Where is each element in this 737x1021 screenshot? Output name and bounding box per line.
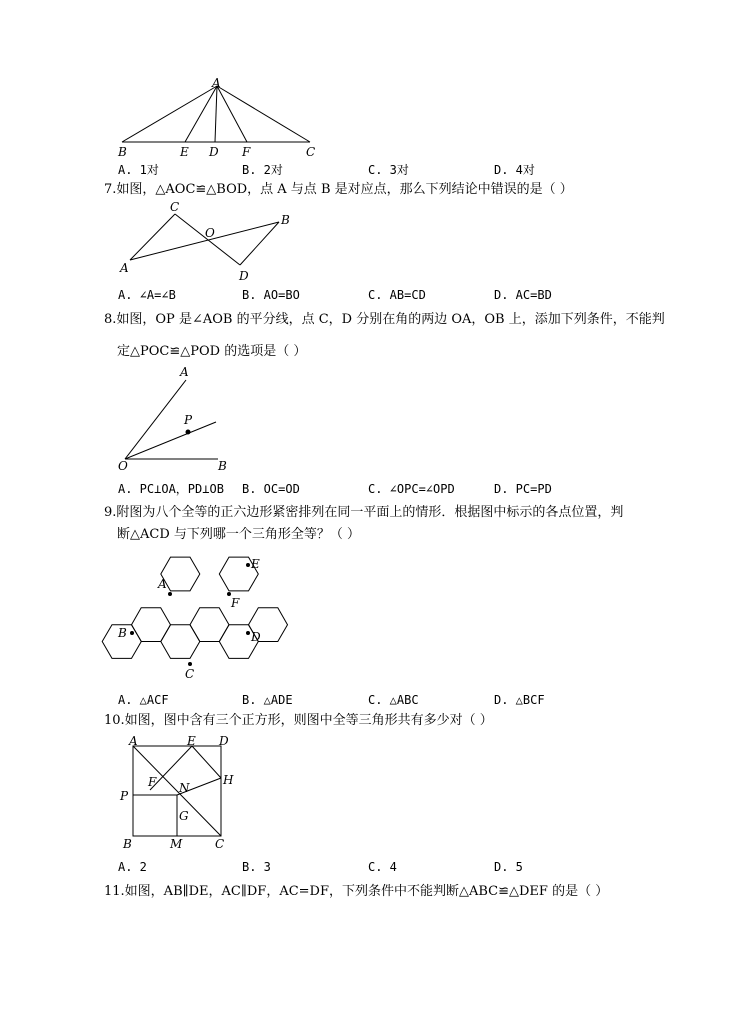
q9-hexagon-3 <box>132 608 171 642</box>
q9-points <box>130 563 250 666</box>
q10-label-p: P <box>120 789 129 803</box>
q7-option-c[interactable]: C. AB=CD <box>368 288 426 302</box>
q8-ray-op <box>125 422 216 459</box>
q10-label-g: G <box>179 809 189 823</box>
q8-label-o: O <box>118 459 128 473</box>
q6-segment-ac <box>217 86 310 142</box>
q8-ray-oa <box>125 380 186 459</box>
q7-segment-ac <box>130 214 175 260</box>
q10-label-c: C <box>215 837 225 851</box>
q10-segment-eh <box>192 746 221 778</box>
q9-point-c <box>188 662 192 666</box>
q6-option-d[interactable]: D. 4对 <box>494 163 535 177</box>
q9-stem <box>104 504 623 544</box>
q8-stem <box>104 311 665 361</box>
q9-text-line1: 9.附图为八个全等的正六边形紧密排列在同一平面上的情形．根据图中标示的各点位置，判 <box>104 505 624 520</box>
q10-label-n: N <box>179 781 190 795</box>
q8-text-line1: 8.如图，OP 是∠AOB 的平分线，点 C，D 分别在角的两边 OA，OB 上，添加下列条件，不能判 <box>104 312 665 327</box>
q6-label-c: C <box>306 145 316 159</box>
q9-label-d: D <box>251 630 261 644</box>
q7-label-c: C <box>170 200 180 214</box>
q9-label-e: E <box>251 557 260 571</box>
q8-option-d[interactable]: D. PC=PD <box>494 482 552 496</box>
q7-text: 7.如图，△AOC≌△BOD，点 A 与点 B 是对应点，那么下列结论中错误的是（ ） <box>104 182 573 197</box>
q7-label-o: O <box>205 226 215 240</box>
q7-label-a: A <box>120 261 129 275</box>
q10-label-d: D <box>219 734 229 748</box>
q10-stem <box>104 712 493 730</box>
q6-segment-ae <box>185 86 217 142</box>
q9-text-line2: 断△ACD 与下列哪一个三角形全等？（ ） <box>117 527 361 542</box>
q9-option-b[interactable]: B. △ADE <box>242 693 293 707</box>
q10-label-a: A <box>129 734 138 748</box>
q9-label-a: A <box>158 577 167 591</box>
q9-option-d[interactable]: D. △BCF <box>494 693 545 707</box>
q9-label-c: C <box>185 667 195 681</box>
q6-label-b: B <box>118 145 127 159</box>
q6-segment-ad <box>215 86 217 142</box>
q9-point-a <box>168 592 172 596</box>
q10-label-e: E <box>187 734 196 748</box>
q10-text: 10.如图，图中含有三个正方形，则图中全等三角形共有多少对（ ） <box>104 713 493 728</box>
q6-segment-ab <box>122 86 217 142</box>
q9-figure <box>115 550 280 685</box>
q10-option-b[interactable]: B. 3 <box>242 860 271 874</box>
q7-option-a[interactable]: A. ∠A=∠B <box>118 288 176 302</box>
q9-point-d <box>246 631 250 635</box>
q7-option-b[interactable]: B. AO=BO <box>242 288 300 302</box>
q9-option-a[interactable]: A. △ACF <box>118 693 169 707</box>
q7-figure <box>115 200 305 285</box>
q8-figure <box>110 362 245 472</box>
q10-label-f: F <box>148 775 157 789</box>
q9-point-e <box>246 563 250 567</box>
q6-option-c[interactable]: C. 3对 <box>368 163 409 177</box>
q7-label-d: D <box>239 269 249 283</box>
q9-option-c[interactable]: C. △ABC <box>368 693 419 707</box>
q8-label-a: A <box>180 365 189 379</box>
q9-label-b: B <box>118 626 127 640</box>
q7-option-d[interactable]: D. AC=BD <box>494 288 552 302</box>
q10-figure <box>115 734 240 854</box>
q8-option-a[interactable]: A. PC⊥OA，PD⊥OB <box>118 482 224 496</box>
q11-stem <box>104 883 608 901</box>
q9-hexagon-7 <box>161 625 200 659</box>
q10-square-pnmb <box>133 795 177 836</box>
q11-text: 11.如图，AB∥DE，AC∥DF，AC=DF，下列条件中不能判断△ABC≌△DEF 的是（ ） <box>104 884 609 899</box>
q8-point-p <box>186 430 191 435</box>
q8-option-b[interactable]: B. OC=OD <box>242 482 300 496</box>
q10-label-h: H <box>223 773 234 787</box>
q6-figure <box>110 76 330 160</box>
q7-segment-db <box>240 222 279 265</box>
q8-text-line2: 定△POC≌△POD 的选项是（ ） <box>117 344 307 359</box>
q6-label-e: E <box>180 145 189 159</box>
q10-option-a[interactable]: A. 2 <box>118 860 147 874</box>
q7-label-b: B <box>281 213 290 227</box>
q10-label-m: M <box>170 837 183 851</box>
q8-option-c[interactable]: C. ∠OPC=∠OPD <box>368 482 455 496</box>
q6-option-a[interactable]: A. 1对 <box>118 163 159 177</box>
q10-option-c[interactable]: C. 4 <box>368 860 397 874</box>
q6-label-d: D <box>209 145 219 159</box>
q6-label-f: F <box>242 145 251 159</box>
q7-stem <box>104 181 573 199</box>
q6-label-a: A <box>212 76 221 90</box>
q6-segment-af <box>217 86 247 142</box>
q6-option-b[interactable]: B. 2对 <box>242 163 283 177</box>
q10-option-d[interactable]: D. 5 <box>494 860 523 874</box>
q9-label-f: F <box>231 596 240 610</box>
q9-hexagon-4 <box>190 608 229 642</box>
q10-label-b: B <box>123 837 132 851</box>
q8-label-b: B <box>218 459 227 473</box>
q9-point-b <box>130 631 134 635</box>
q8-label-p: P <box>184 413 193 427</box>
